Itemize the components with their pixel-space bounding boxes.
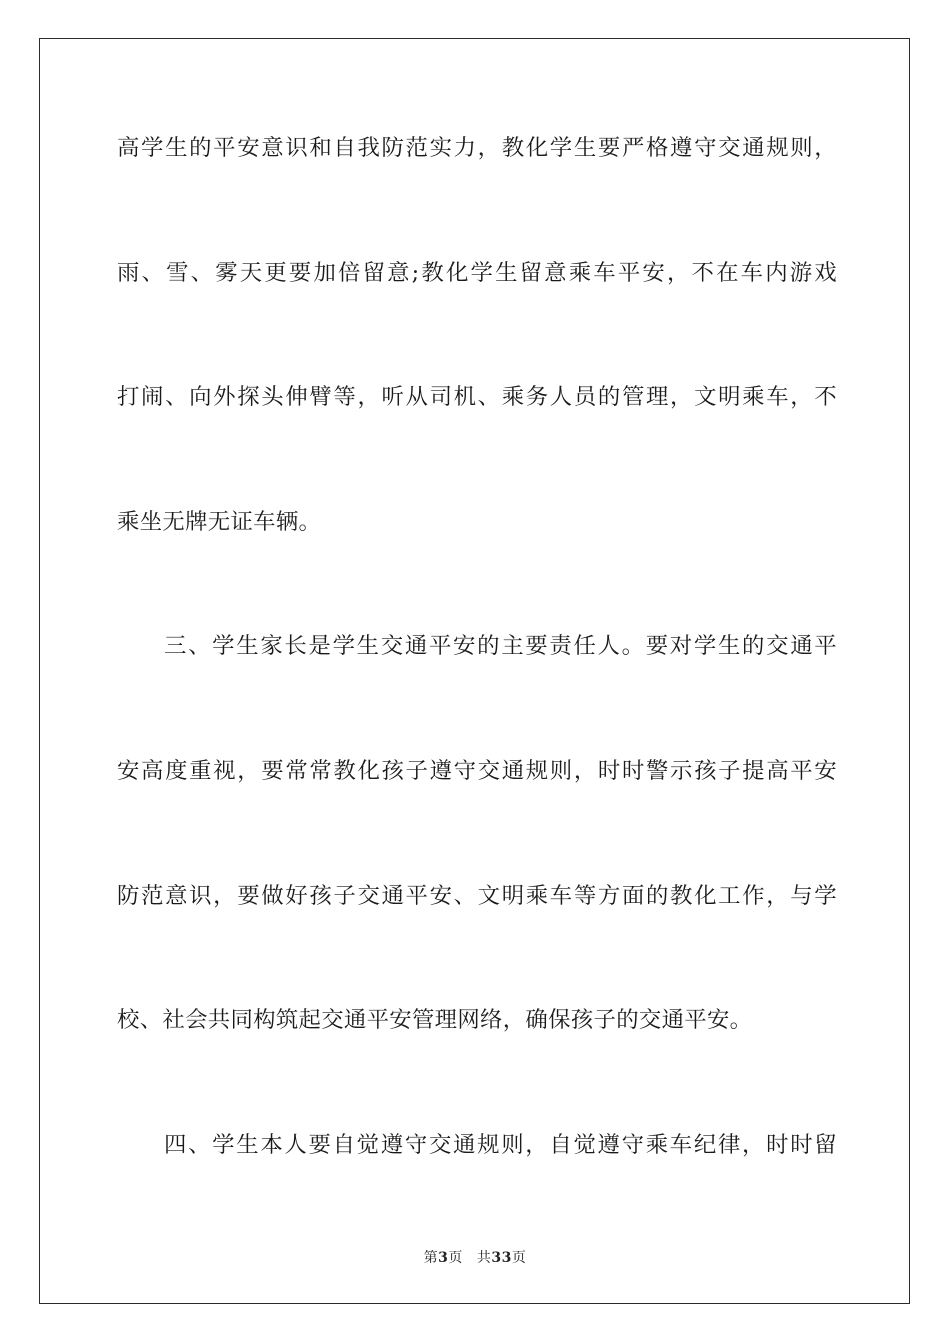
document-body — [117, 130, 837, 1251]
page-footer — [0, 1247, 950, 1267]
paragraph-line: 雨、雪、雾天更要加倍留意;教化学生留意乘车平安，不在车内游戏 — [117, 259, 837, 286]
total-suffix: 页 — [511, 1250, 527, 1266]
total-prefix: 共 — [476, 1250, 492, 1266]
paragraph-line: 防范意识，要做好孩子交通平安、文明乘车等方面的教化工作，与学 — [117, 882, 837, 909]
page-number: 3 — [438, 1250, 449, 1266]
paragraph-line: 校、社会共同构筑起交通平安管理网络，确保孩子的交通平安。 — [117, 1007, 753, 1034]
total-pages: 33 — [491, 1250, 512, 1266]
paragraph-line: 打闹、向外探头伸臂等，听从司机、乘务人员的管理，文明乘车，不 — [117, 384, 837, 411]
page-suffix: 页 — [448, 1250, 463, 1266]
paragraph-line: 安高度重视，要常常教化孩子遵守交通规则，时时警示孩子提高平安 — [117, 757, 837, 784]
paragraph-line: 三、学生家长是学生交通平安的主要责任人。要对学生的交通平 — [164, 633, 837, 660]
paragraph-line: 乘坐无牌无证车辆。 — [117, 508, 322, 535]
paragraph-line: 四、学生本人要自觉遵守交通规则，自觉遵守乘车纪律，时时留 — [164, 1131, 837, 1158]
page-prefix: 第 — [423, 1250, 439, 1266]
paragraph-line: 高学生的平安意识和自我防范实力，教化学生要严格遵守交通规则， — [117, 135, 837, 161]
